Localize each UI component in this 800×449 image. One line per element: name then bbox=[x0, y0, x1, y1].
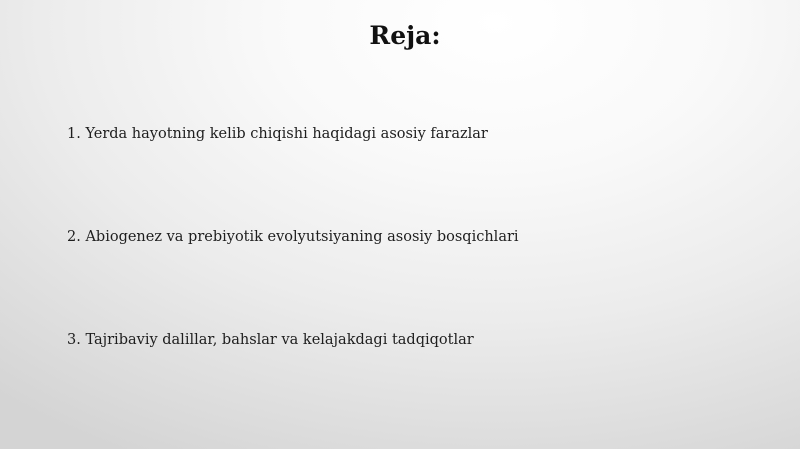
slide-title: Reja: bbox=[369, 21, 441, 50]
plan-item-3: 3. Tajribaviy dalillar, bahslar va kelajakdagi tadqiqotlar bbox=[67, 332, 474, 348]
plan-item-2: 2. Abiogenez va prebiyotik evolyutsiyaning asosiy bosqichlari bbox=[67, 229, 519, 245]
plan-item-1: 1. Yerda hayotning kelib chiqishi haqidagi asosiy farazlar bbox=[67, 126, 488, 142]
